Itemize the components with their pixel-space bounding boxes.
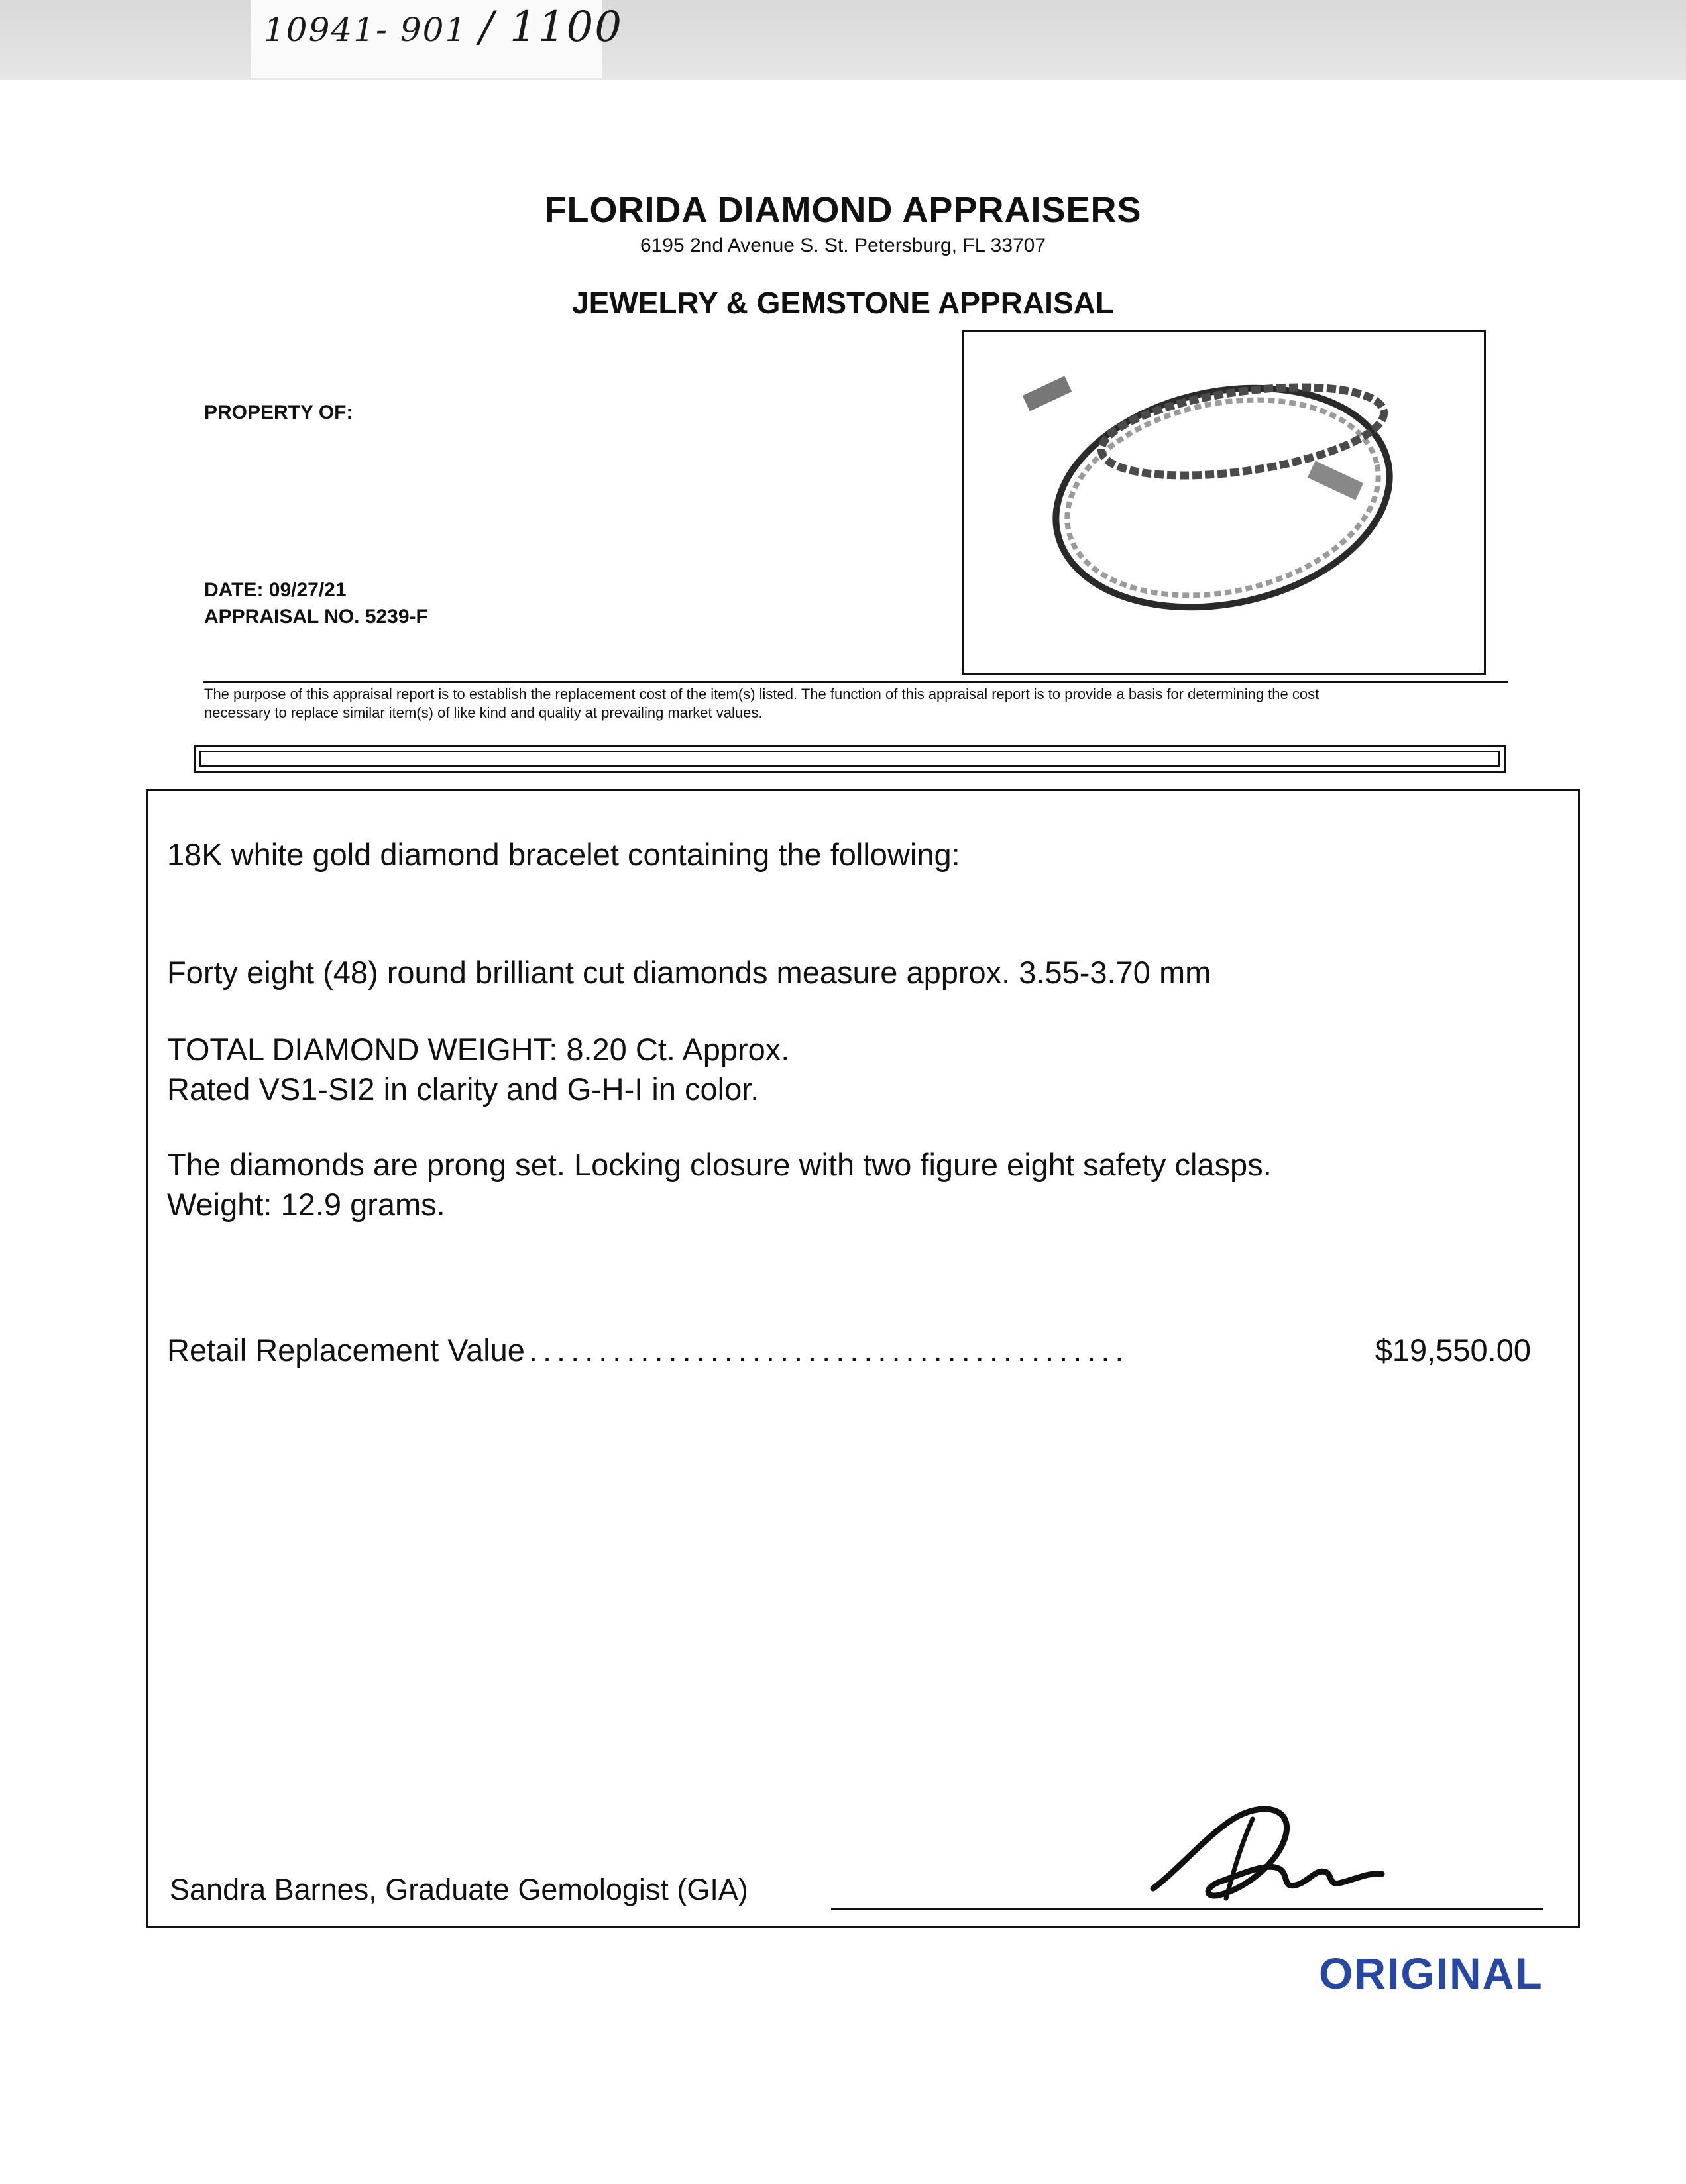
purpose-line-1: The purpose of this appraisal report is to establish the replacement cost of the item(s) listed. The function of this appraisal report is to provide a basis for determining the cost <box>204 686 1320 702</box>
diamond-rating: Rated VS1-SI2 in clarity and G-H-I in color. <box>167 1071 759 1107</box>
handwritten-note-left: 10941- 901 <box>264 11 468 49</box>
double-divider <box>194 745 1506 773</box>
retail-value-row <box>167 1332 1531 1368</box>
bracelet-photo <box>962 330 1486 675</box>
bracelet-image <box>964 332 1484 673</box>
handwritten-note-right: / 1100 <box>479 3 623 52</box>
purpose-statement <box>204 685 1510 722</box>
retail-value-amount: $19,550.00 <box>1375 1333 1531 1368</box>
document-title: JEWELRY & GEMSTONE APPRAISAL <box>572 286 1114 320</box>
leader-dots: ........................................... <box>528 1333 1129 1368</box>
handwritten-note <box>264 3 623 52</box>
item-description: 18K white gold diamond bracelet containing the following: <box>167 837 960 872</box>
purpose-rule <box>203 681 1508 683</box>
property-of-label: PROPERTY OF: <box>204 402 353 423</box>
firm-address: 6195 2nd Avenue S. St. Petersburg, FL 33707 <box>640 235 1046 256</box>
gold-weight: Weight: 12.9 grams. <box>167 1187 445 1222</box>
total-diamond-weight: TOTAL DIAMOND WEIGHT: 8.20 Ct. Approx. <box>167 1032 790 1067</box>
diamond-description: Forty eight (48) round brilliant cut diamonds measure approx. 3.55-3.70 mm <box>167 955 1211 990</box>
retail-value-label: Retail Replacement Value <box>167 1333 525 1368</box>
purpose-line-2: necessary to replace similar item(s) of like kind and quality at prevailing market values. <box>204 704 763 721</box>
appraisal-number: APPRAISAL NO. 5239-F <box>204 606 428 628</box>
original-stamp: ORIGINAL <box>1319 1949 1544 1998</box>
date-label: DATE: 09/27/21 <box>204 579 347 601</box>
firm-name: FLORIDA DIAMOND APPRAISERS <box>544 190 1142 230</box>
handwritten-signature <box>1140 1789 1392 1915</box>
appraiser-name: Sandra Barnes, Graduate Gemologist (GIA) <box>170 1873 748 1906</box>
setting-description: The diamonds are prong set. Locking closure with two figure eight safety clasps. <box>167 1147 1272 1182</box>
